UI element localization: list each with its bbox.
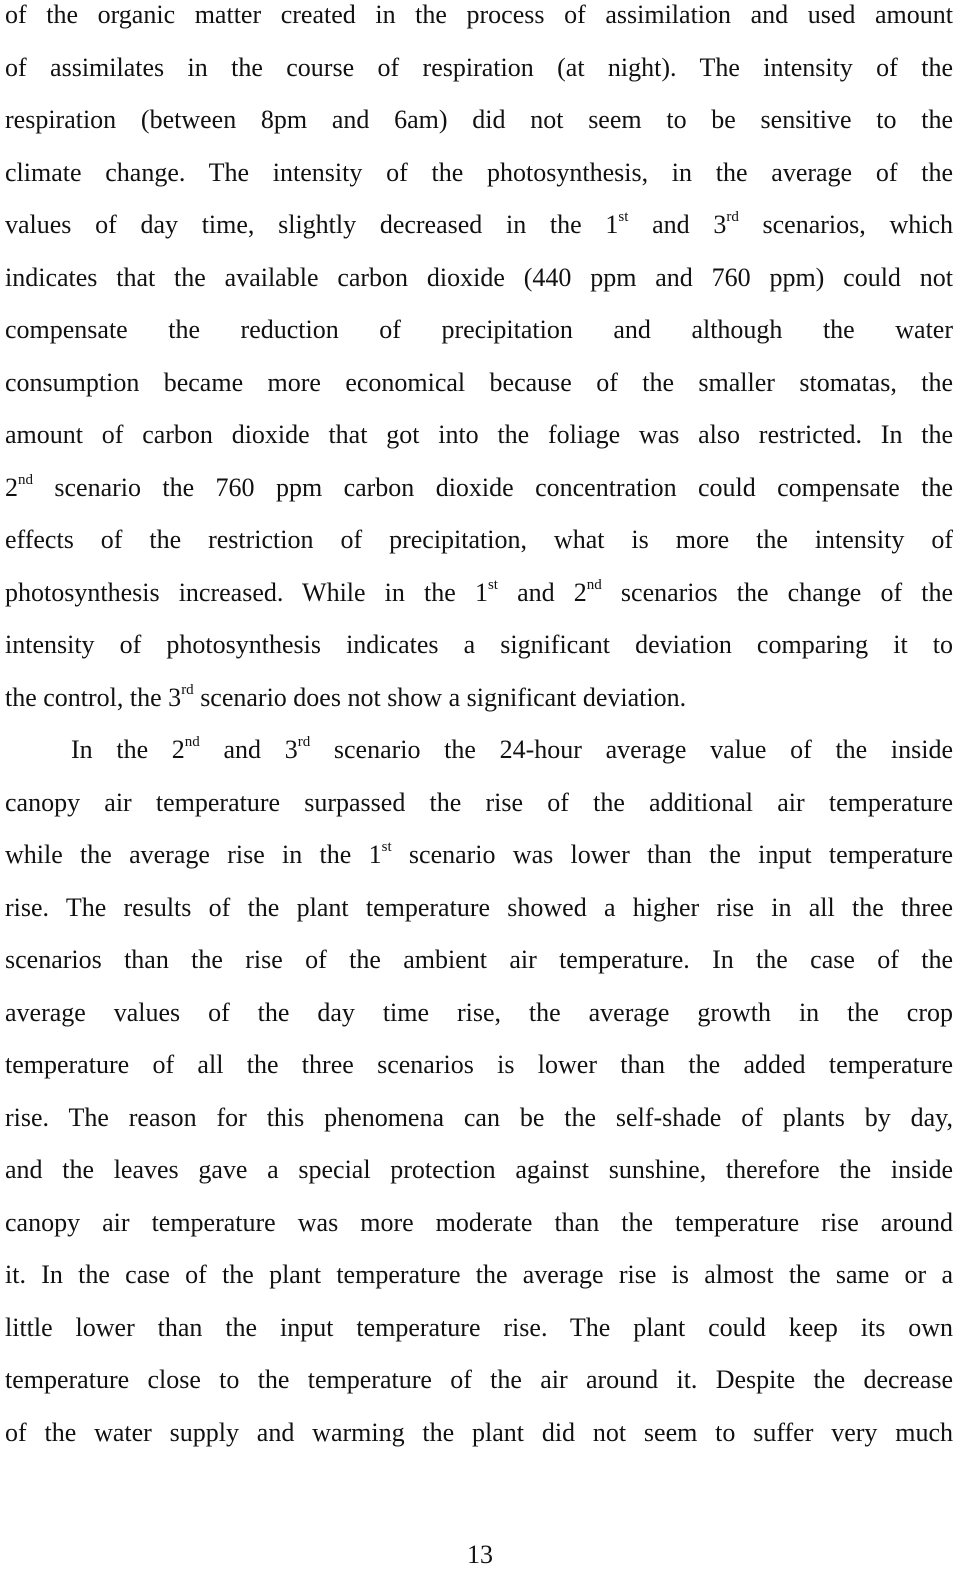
text-run: values of day time, slightly decreased in the 1 xyxy=(5,210,619,239)
text-run: scenario the 24-hour average value of the inside xyxy=(310,735,954,764)
ordinal-suffix: rd xyxy=(181,681,194,698)
text-line: of the water supply and warming the plant did not seem to suffer very much xyxy=(5,1417,953,1447)
text-line xyxy=(5,473,953,526)
ordinal-suffix: nd xyxy=(586,576,602,593)
text-line: respiration (between 8pm and 6am) did not seem to be sensitive to the xyxy=(5,105,953,134)
text-line: canopy air temperature surpassed the rise of the additional air temperature xyxy=(5,787,953,817)
text-line: of assimilates in the course of respiration (at night). The intensity of the xyxy=(5,52,953,82)
ordinal-suffix: st xyxy=(381,839,392,855)
text-line: indicates that the available carbon dioxide (440 ppm and 760 ppm) could not xyxy=(5,262,953,292)
text-line: temperature close to the temperature of the air around it. Despite the decrease xyxy=(5,1365,953,1394)
text-line xyxy=(5,578,953,631)
text-line xyxy=(5,840,953,893)
text-run: scenarios, which xyxy=(738,210,953,239)
text-run: scenario does not show a significant deviation. xyxy=(193,682,687,712)
text-run: 2 xyxy=(5,472,18,502)
text-line: average values of the day time rise, the average growth in the crop xyxy=(5,997,953,1027)
text-run: and 3 xyxy=(199,735,298,764)
ordinal-suffix: rd xyxy=(297,734,311,750)
text-line: rise. The results of the plant temperature showed a higher rise in all the three xyxy=(5,892,953,922)
text-line: rise. The reason for this phenomena can be the self-shade of plants by day, xyxy=(5,1102,953,1132)
text-run: and 3 xyxy=(628,210,727,239)
text-run: scenario was lower than the input temperature xyxy=(391,840,954,869)
text-line: amount of carbon dioxide that got into the foliage was also restricted. In the xyxy=(5,420,953,449)
ordinal-suffix: rd xyxy=(726,209,739,225)
ordinal-suffix: st xyxy=(487,576,498,593)
text-run: scenario the 760 ppm carbon dioxide concentration could compensate the xyxy=(33,472,953,502)
text-line: it. In the case of the plant temperature the average rise is almost the same or a xyxy=(5,1260,953,1289)
text-line: of the organic matter created in the process of assimilation and used amount xyxy=(5,0,953,29)
text-run: In the 2 xyxy=(71,735,185,764)
text-run: photosynthesis increased. While in the 1 xyxy=(5,577,488,607)
text-line: consumption became more economical because of the smaller stomatas, the xyxy=(5,367,953,397)
text-line: compensate the reduction of precipitation and although the water xyxy=(5,315,953,344)
text-line: temperature of all the three scenarios is lower than the added temperature xyxy=(5,1050,953,1079)
text-line: climate change. The intensity of the photosynthesis, in the average of the xyxy=(5,157,953,187)
text-run: and 2 xyxy=(497,577,587,607)
text-line: effects of the restriction of precipitation, what is more the intensity of xyxy=(5,525,953,554)
page-number: 13 xyxy=(467,1540,493,1569)
text-line: little lower than the input temperature rise. The plant could keep its own xyxy=(5,1312,953,1342)
text-run: the control, the 3 xyxy=(5,682,182,712)
text-line xyxy=(5,683,953,736)
text-line: scenarios than the rise of the ambient air temperature. In the case of the xyxy=(5,945,953,974)
text-run: while the average rise in the 1 xyxy=(5,840,382,869)
ordinal-suffix: nd xyxy=(184,734,200,750)
text-line: intensity of photosynthesis indicates a significant deviation comparing it to xyxy=(5,630,953,659)
text-line xyxy=(5,210,953,263)
ordinal-suffix: nd xyxy=(18,471,33,488)
text-line: canopy air temperature was more moderate than the temperature rise around xyxy=(5,1207,953,1237)
ordinal-suffix: st xyxy=(618,209,629,225)
text-line xyxy=(5,735,953,788)
page-body xyxy=(5,0,953,1470)
text-line: and the leaves gave a special protection against sunshine, therefore the inside xyxy=(5,1155,953,1184)
text-run: scenarios the change of the xyxy=(601,577,953,607)
